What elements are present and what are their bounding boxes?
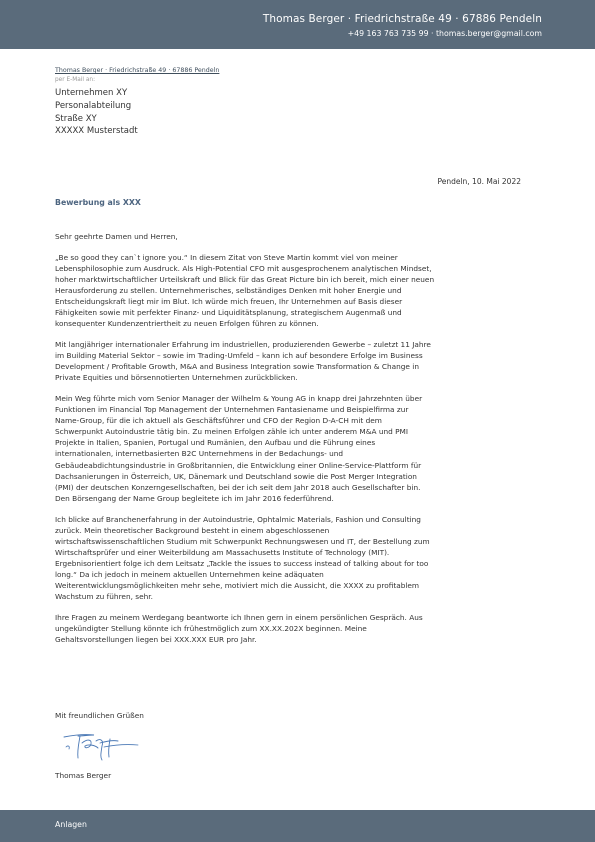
closing-phrase: Mit freundlichen Grüßen: [55, 711, 144, 720]
text-line: Mein Weg führte mich vom Senior Manager der Wilhelm & Young AG in knapp drei Jahrzehnten über: [55, 394, 423, 404]
text-line: im Building Material Sektor – sowie im Trading-Umfeld – kann ich auf besondere Erfolge im Business: [55, 351, 423, 361]
text-line: Dachsanierungen in Österreich, UK, Dänemark und Deutschland sowie die Post Merger Integration: [55, 471, 417, 481]
text-line: internationalen, internetbasierten B2C Unternehmens in der Bedachungs- und: [55, 449, 344, 459]
header-name-address: Thomas Berger · Friedrichstraße 49 · 67886 Pendeln: [262, 13, 542, 25]
recipient-city: XXXXX Musterstadt: [55, 126, 138, 137]
text-line: (PMI) der deutschen Konzerngesellschaften, bei der ich seit dem Jahr 2018 auch Gesellschafter bin.: [55, 482, 421, 492]
text-line: konsequenter Kundenzentriertheit zu neuen Erfolgen führen zu können.: [55, 319, 319, 329]
text-line: hoher marktwirtschaftlicher Urteilskraft und Blick für das Great Picture bin ich bereit, mich einer neuen: [55, 275, 435, 285]
text-line: zurück. Mein theoretischer Background besteht in einem abgeschlossenen: [55, 525, 330, 535]
letter-body: [55, 231, 545, 655]
paragraph-5: [55, 612, 545, 645]
text-line: Lebensphilosophie zum Ausdruck. Als High-Potential CFO mit ausgesprochenem analytischen Mindset,: [55, 263, 432, 273]
recipient-street: Straße XY: [55, 113, 97, 124]
text-line: Name-Group, für die ich aktuell als Geschäftsführer und CFO der Region D-A-CH mit dem: [55, 416, 382, 426]
text-line: Development / Profitable Growth, M&A and Business Integration sowie Transformation & Change in: [55, 362, 419, 372]
text-line: Weiterentwicklungsmöglichkeiten mehr sehe, motiviert mich die Aussicht, die XXXX zu profitablem: [55, 580, 420, 590]
text-line: Wachstum zu führen, sehr.: [55, 591, 153, 601]
subject-line: Bewerbung als XXX: [55, 198, 141, 207]
header-contact: +49 163 763 735 99 · thomas.berger@gmail.com: [347, 29, 542, 38]
attachments-label: Anlagen: [55, 820, 87, 829]
text-line: Entscheidungskraft liegt mir im Blut. Ich würde mich freuen, Ihr Unternehmen auf Basis dieser: [55, 297, 403, 307]
text-line: Projekte in Italien, Spanien, Portugal und Rumänien, den Aufbau und die Führung eines: [55, 438, 376, 448]
text-line: long.“ Da ich jedoch in meinem aktuellen Unternehmen keine adäquaten: [55, 569, 324, 579]
delivery-note: per E-Mail an:: [55, 77, 96, 83]
text-line: Mit langjähriger internationaler Erfahrung im industriellen, produzierenden Gewerbe – zuletzt 11 Jahre: [55, 340, 431, 350]
text-line: ungekündigter Stellung könnte ich frühestmöglich zum XX.XX.202X beginnen. Meine: [55, 623, 367, 633]
text-line: Den Börsengang der Name Group begleitete ich im Jahr 2016 federführend.: [55, 493, 334, 503]
recipient-department: Personalabteilung: [55, 100, 132, 111]
text-line: Private Equities und börsennotierten Unternehmen zurückblicken.: [55, 373, 298, 383]
text-line: Ich blicke auf Branchenerfahrung in der Autoindustrie, Ophtalmic Materials, Fashion und Consulting: [55, 514, 421, 524]
text-line: Gebäudeabdichtungsindustrie in Großbritannien, die Entwicklung einer Online-Service-Plattform für: [55, 460, 422, 470]
sender-return-line: Thomas Berger · Friedrichstraße 49 · 67886 Pendeln: [55, 67, 220, 74]
date-line: Pendeln, 10. Mai 2022: [437, 177, 521, 186]
text-line: Fähigkeiten sowie mit perfekter Finanz- und Liquiditätsplanung, strategischem Augenmaß und: [55, 308, 402, 318]
paragraph-4: [55, 514, 545, 602]
paragraph-3: [55, 393, 545, 503]
text-line: Herausforderung zu stellen. Unternehmerisches, selbständiges Denken mit hoher Energie und: [55, 286, 402, 296]
text-line: „Be so good they can`t ignore you.“ In diesem Zitat von Steve Martin kommt viel von meiner: [55, 252, 398, 262]
text-line: Wirtschaftsprüfer und einer Weiterbildung am Massachusetts Institute of Technology (MIT).: [55, 547, 390, 557]
text-line: Schwerpunkt Autoindustrie tätig bin. Zu meinen Erfolgen zähle ich unter anderem M&A und PMI: [55, 427, 409, 437]
paragraph-1: [55, 252, 545, 329]
text-line: wirtschaftswissenschaftlichen Studium mit Schwerpunkt Rechnungswesen und IT, der Bestellung zum: [55, 536, 430, 546]
recipient-address: [55, 87, 138, 138]
header-band: [0, 0, 595, 49]
text-line: Funktionen im Financial Top Management der Unternehmen Fantasiename und Beispielfirma zur: [55, 405, 409, 415]
text-line: Gehaltsvorstellungen liegen bei XXX.XXX EUR pro Jahr.: [55, 634, 257, 644]
paragraph-2: [55, 339, 545, 383]
recipient-company: Unternehmen XY: [55, 88, 128, 98]
handwritten-signature: [60, 727, 150, 765]
signer-name: Thomas Berger: [55, 771, 112, 780]
text-line: Ihre Fragen zu meinem Werdegang beantworte ich Ihnen gern in einem persönlichen Gespräch. Aus: [55, 612, 423, 622]
salutation: Sehr geehrte Damen und Herren,: [55, 232, 178, 241]
footer-band: [0, 810, 595, 842]
text-line: Ergebnisorientiert folge ich dem Leitsatz „Tackle the issues to success instead of talking about for too: [55, 558, 429, 568]
